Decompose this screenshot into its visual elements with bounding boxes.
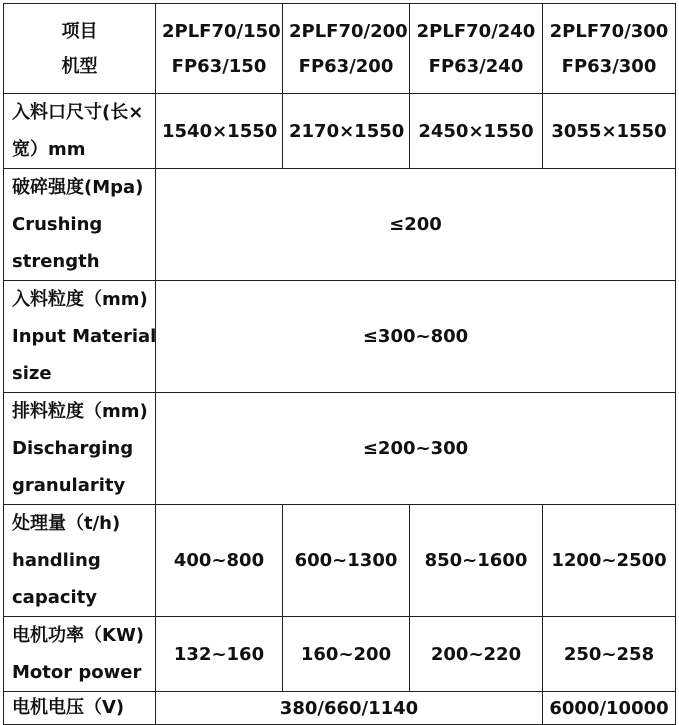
label-line: handling — [12, 550, 101, 571]
label-line: 入料口尺寸(长× — [12, 102, 144, 123]
input-size-value: ≤300~800 — [156, 281, 676, 393]
model-header-1 — [156, 4, 283, 94]
model-variant: FP63/240 — [428, 55, 524, 77]
label-line: granularity — [12, 475, 126, 496]
label-line: 破碎强度(Mpa) — [12, 177, 144, 198]
header-row — [4, 4, 676, 94]
feed-opening-value: 3055×1550 — [543, 94, 676, 169]
crushing-strength-row — [4, 169, 676, 281]
model-name: 2PLF70/150 — [162, 20, 281, 42]
motor-power-label — [4, 617, 156, 692]
header-model-label: 机型 — [61, 55, 98, 77]
motor-power-value: 250~258 — [543, 617, 676, 692]
input-size-label — [4, 281, 156, 393]
discharge-size-row — [4, 393, 676, 505]
model-header-3 — [410, 4, 543, 94]
header-item-label: 项目 — [61, 20, 98, 42]
capacity-value: 850~1600 — [410, 505, 543, 617]
label-line: Crushing — [12, 214, 103, 235]
feed-opening-value: 1540×1550 — [156, 94, 283, 169]
motor-power-row — [4, 617, 676, 692]
feed-opening-label — [4, 94, 156, 169]
crushing-strength-label — [4, 169, 156, 281]
motor-voltage-value-high: 6000/10000 — [543, 692, 676, 725]
model-variant: FP63/200 — [298, 55, 394, 77]
model-name: 2PLF70/200 — [289, 20, 408, 42]
motor-voltage-label: 电机电压（V) — [4, 692, 156, 725]
feed-opening-row — [4, 94, 676, 169]
label-line: strength — [12, 251, 100, 272]
discharge-size-value: ≤200~300 — [156, 393, 676, 505]
label-line: 电机功率（KW) — [12, 625, 145, 646]
motor-voltage-row — [4, 692, 676, 725]
label-line: 排料粒度（mm) — [12, 401, 148, 422]
capacity-value: 1200~2500 — [543, 505, 676, 617]
spec-table — [3, 3, 676, 725]
motor-power-value: 132~160 — [156, 617, 283, 692]
label-line: capacity — [12, 587, 98, 608]
crushing-strength-value: ≤200 — [156, 169, 676, 281]
label-line: Input Material — [12, 326, 157, 347]
model-variant: FP63/150 — [171, 55, 267, 77]
label-line: 宽）mm — [12, 139, 86, 160]
model-name: 2PLF70/240 — [416, 20, 536, 42]
motor-power-value: 160~200 — [283, 617, 410, 692]
capacity-row — [4, 505, 676, 617]
feed-opening-value: 2450×1550 — [410, 94, 543, 169]
model-name: 2PLF70/300 — [549, 20, 669, 42]
capacity-label — [4, 505, 156, 617]
model-header-4 — [543, 4, 676, 94]
discharge-size-label — [4, 393, 156, 505]
capacity-value: 400~800 — [156, 505, 283, 617]
feed-opening-value: 2170×1550 — [283, 94, 410, 169]
label-line: Discharging — [12, 438, 134, 459]
label-line: 入料粒度（mm) — [12, 289, 148, 310]
model-variant: FP63/300 — [561, 55, 657, 77]
motor-power-value: 200~220 — [410, 617, 543, 692]
label-line: size — [12, 363, 52, 384]
capacity-value: 600~1300 — [283, 505, 410, 617]
label-line: Motor power — [12, 662, 142, 683]
header-label-cell — [4, 4, 156, 94]
label-line: 处理量（t/h) — [12, 513, 121, 534]
model-header-2 — [283, 4, 410, 94]
motor-voltage-value: 380/660/1140 — [156, 692, 543, 725]
input-size-row — [4, 281, 676, 393]
